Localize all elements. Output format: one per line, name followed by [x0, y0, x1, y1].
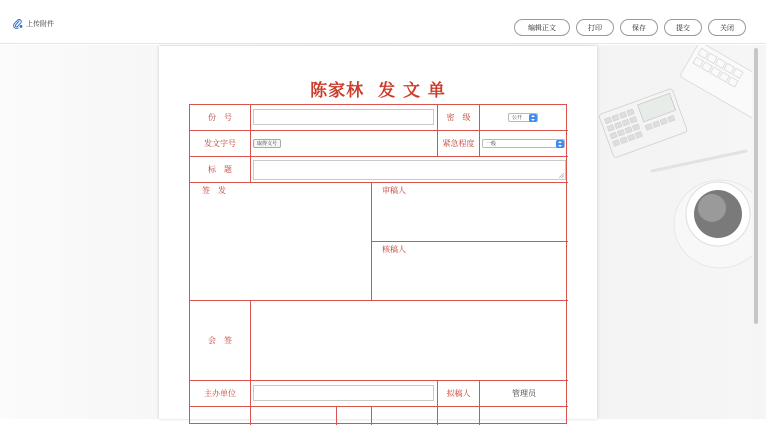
copies-cell [251, 105, 438, 131]
next-row-cell [337, 407, 372, 425]
copies-label: 份 号 [190, 105, 251, 131]
subject-label: 标 题 [190, 157, 251, 183]
coffee-cup-decoration-icon [672, 178, 752, 273]
close-button[interactable]: 关闭 [708, 19, 746, 36]
upload-attachment-link[interactable] [12, 18, 54, 29]
urgency-value: 一般 [486, 141, 497, 147]
checker-label: 核稿人 [372, 242, 568, 301]
save-button[interactable]: 保存 [620, 19, 658, 36]
print-button[interactable]: 打印 [576, 19, 614, 36]
paperclip-icon [12, 18, 23, 29]
next-row-cell [190, 407, 251, 425]
copies-input[interactable] [253, 109, 434, 125]
next-row-cell [372, 407, 438, 425]
secret-level-cell [480, 105, 568, 131]
select-arrows-icon [556, 140, 564, 148]
vertical-scrollbar-thumb[interactable] [754, 48, 758, 324]
next-row-cell [251, 407, 337, 425]
urgency-select[interactable] [482, 139, 565, 148]
doc-number-cell [251, 131, 438, 157]
host-unit-cell [251, 381, 438, 407]
document-title [159, 76, 597, 101]
pen-decoration-icon [650, 145, 750, 175]
title-doc: 发 文 单 [378, 81, 446, 101]
next-row-cell [438, 407, 480, 425]
submit-button[interactable]: 提交 [664, 19, 702, 36]
drafter-label: 拟稿人 [438, 381, 480, 407]
dispatch-form [189, 104, 567, 424]
secret-level-value: 公开 [512, 115, 523, 121]
doc-number-label: 发文字号 [190, 131, 251, 157]
subject-cell [251, 157, 568, 183]
get-doc-number-button[interactable]: 取得文号 [253, 139, 281, 148]
countersign-label: 会 签 [190, 301, 251, 381]
upload-attachment-label: 上传附件 [26, 19, 54, 28]
host-unit-input[interactable] [253, 385, 434, 401]
resize-grip-icon [559, 173, 564, 178]
edit-body-button[interactable]: 编辑正文 [514, 19, 570, 36]
subject-textarea[interactable] [253, 160, 566, 180]
host-unit-label: 主办单位 [190, 381, 251, 407]
sign-label: 签 发 [190, 183, 372, 301]
urgency-cell [480, 131, 568, 157]
select-arrows-icon [529, 114, 537, 122]
secret-level-label: 密 级 [438, 105, 480, 131]
document-paper [159, 46, 597, 419]
countersign-area[interactable] [251, 301, 568, 381]
title-name: 陈家林 [310, 81, 365, 101]
reviewer-label: 审稿人 [372, 183, 568, 242]
top-toolbar [0, 0, 766, 44]
drafter-value: 管理员 [480, 381, 568, 407]
urgency-label: 紧急程度 [438, 131, 480, 157]
secret-level-select[interactable] [508, 113, 538, 122]
